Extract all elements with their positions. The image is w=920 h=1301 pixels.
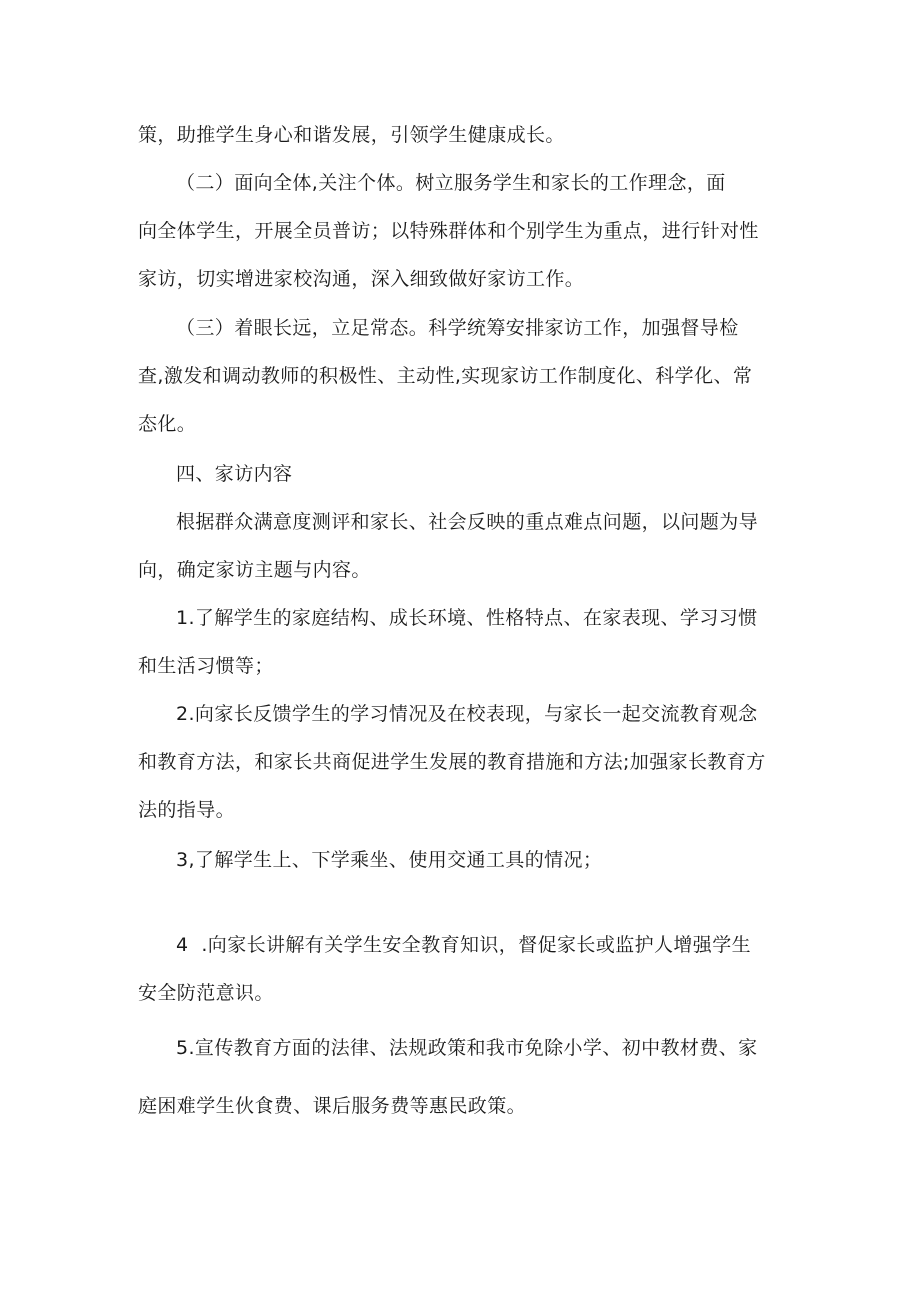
text-line: 安全防范意识。 [138, 982, 274, 1004]
list-item-5 [138, 1024, 788, 1130]
text-line: 和生活习惯等； [138, 655, 274, 677]
text-line: 向，确定家访主题与内容。 [138, 559, 371, 581]
text-line: （三）着眼长远，立足常态。科学统筹安排家访工作，加强督导检 [176, 317, 739, 339]
text-line: 向全体学生，开展全员普访；以特殊群体和个别学生为重点，进行针对性 [138, 220, 759, 242]
paragraph-section-3 [138, 304, 788, 448]
list-item-1 [138, 594, 788, 690]
paragraph-section-2 [138, 159, 788, 303]
text-line: 家访，切实增进家校沟通，深入细致做好家访工作。 [138, 268, 585, 290]
text-line: 1.了解学生的家庭结构、成长环境、性格特点、在家表现、学习习惯 [176, 607, 758, 629]
paragraph-intro [138, 498, 788, 594]
text-line: （二）面向全体,关注个体。树立服务学生和家长的工作理念，面 [176, 172, 726, 194]
text-line: 态化。 [138, 413, 197, 435]
text-line: 庭困难学生伙食费、课后服务费等惠民政策。 [138, 1095, 527, 1117]
text-line: 2.向家长反馈学生的学习情况及在校表现，与家长一起交流教育观念 [176, 703, 758, 725]
paragraph-policy-ending [138, 111, 788, 159]
text-line: 根据群众满意度测评和家长、社会反映的重点难点问题，以问题为导 [176, 511, 759, 533]
text-line: 和教育方法，和家长共商促进学生发展的教育措施和方法;加强家长教育方 [138, 751, 766, 773]
list-item-4 [138, 921, 788, 1017]
text-line: 法的指导。 [138, 799, 236, 821]
text-line: 3,了解学生上、下学乘坐、使用交通工具的情况； [176, 849, 603, 871]
heading-text: 四、家访内容 [176, 463, 293, 485]
text-line: 策，助推学生身心和谐发展，引领学生健康成长。 [138, 124, 565, 146]
text-line: 5.宣传教育方面的法律、法规政策和我市免除小学、初中教材费、家 [176, 1037, 758, 1059]
list-item-2 [138, 690, 788, 834]
text-line: 查,激发和调动教师的积极性、主动性,实现家访工作制度化、科学化、常 [138, 365, 753, 387]
section-heading-home-visit-content [138, 450, 788, 498]
list-item-3 [138, 836, 788, 884]
text-line: 4 .向家长讲解有关学生安全教育知识，督促家长或监护人增强学生 [176, 934, 752, 956]
